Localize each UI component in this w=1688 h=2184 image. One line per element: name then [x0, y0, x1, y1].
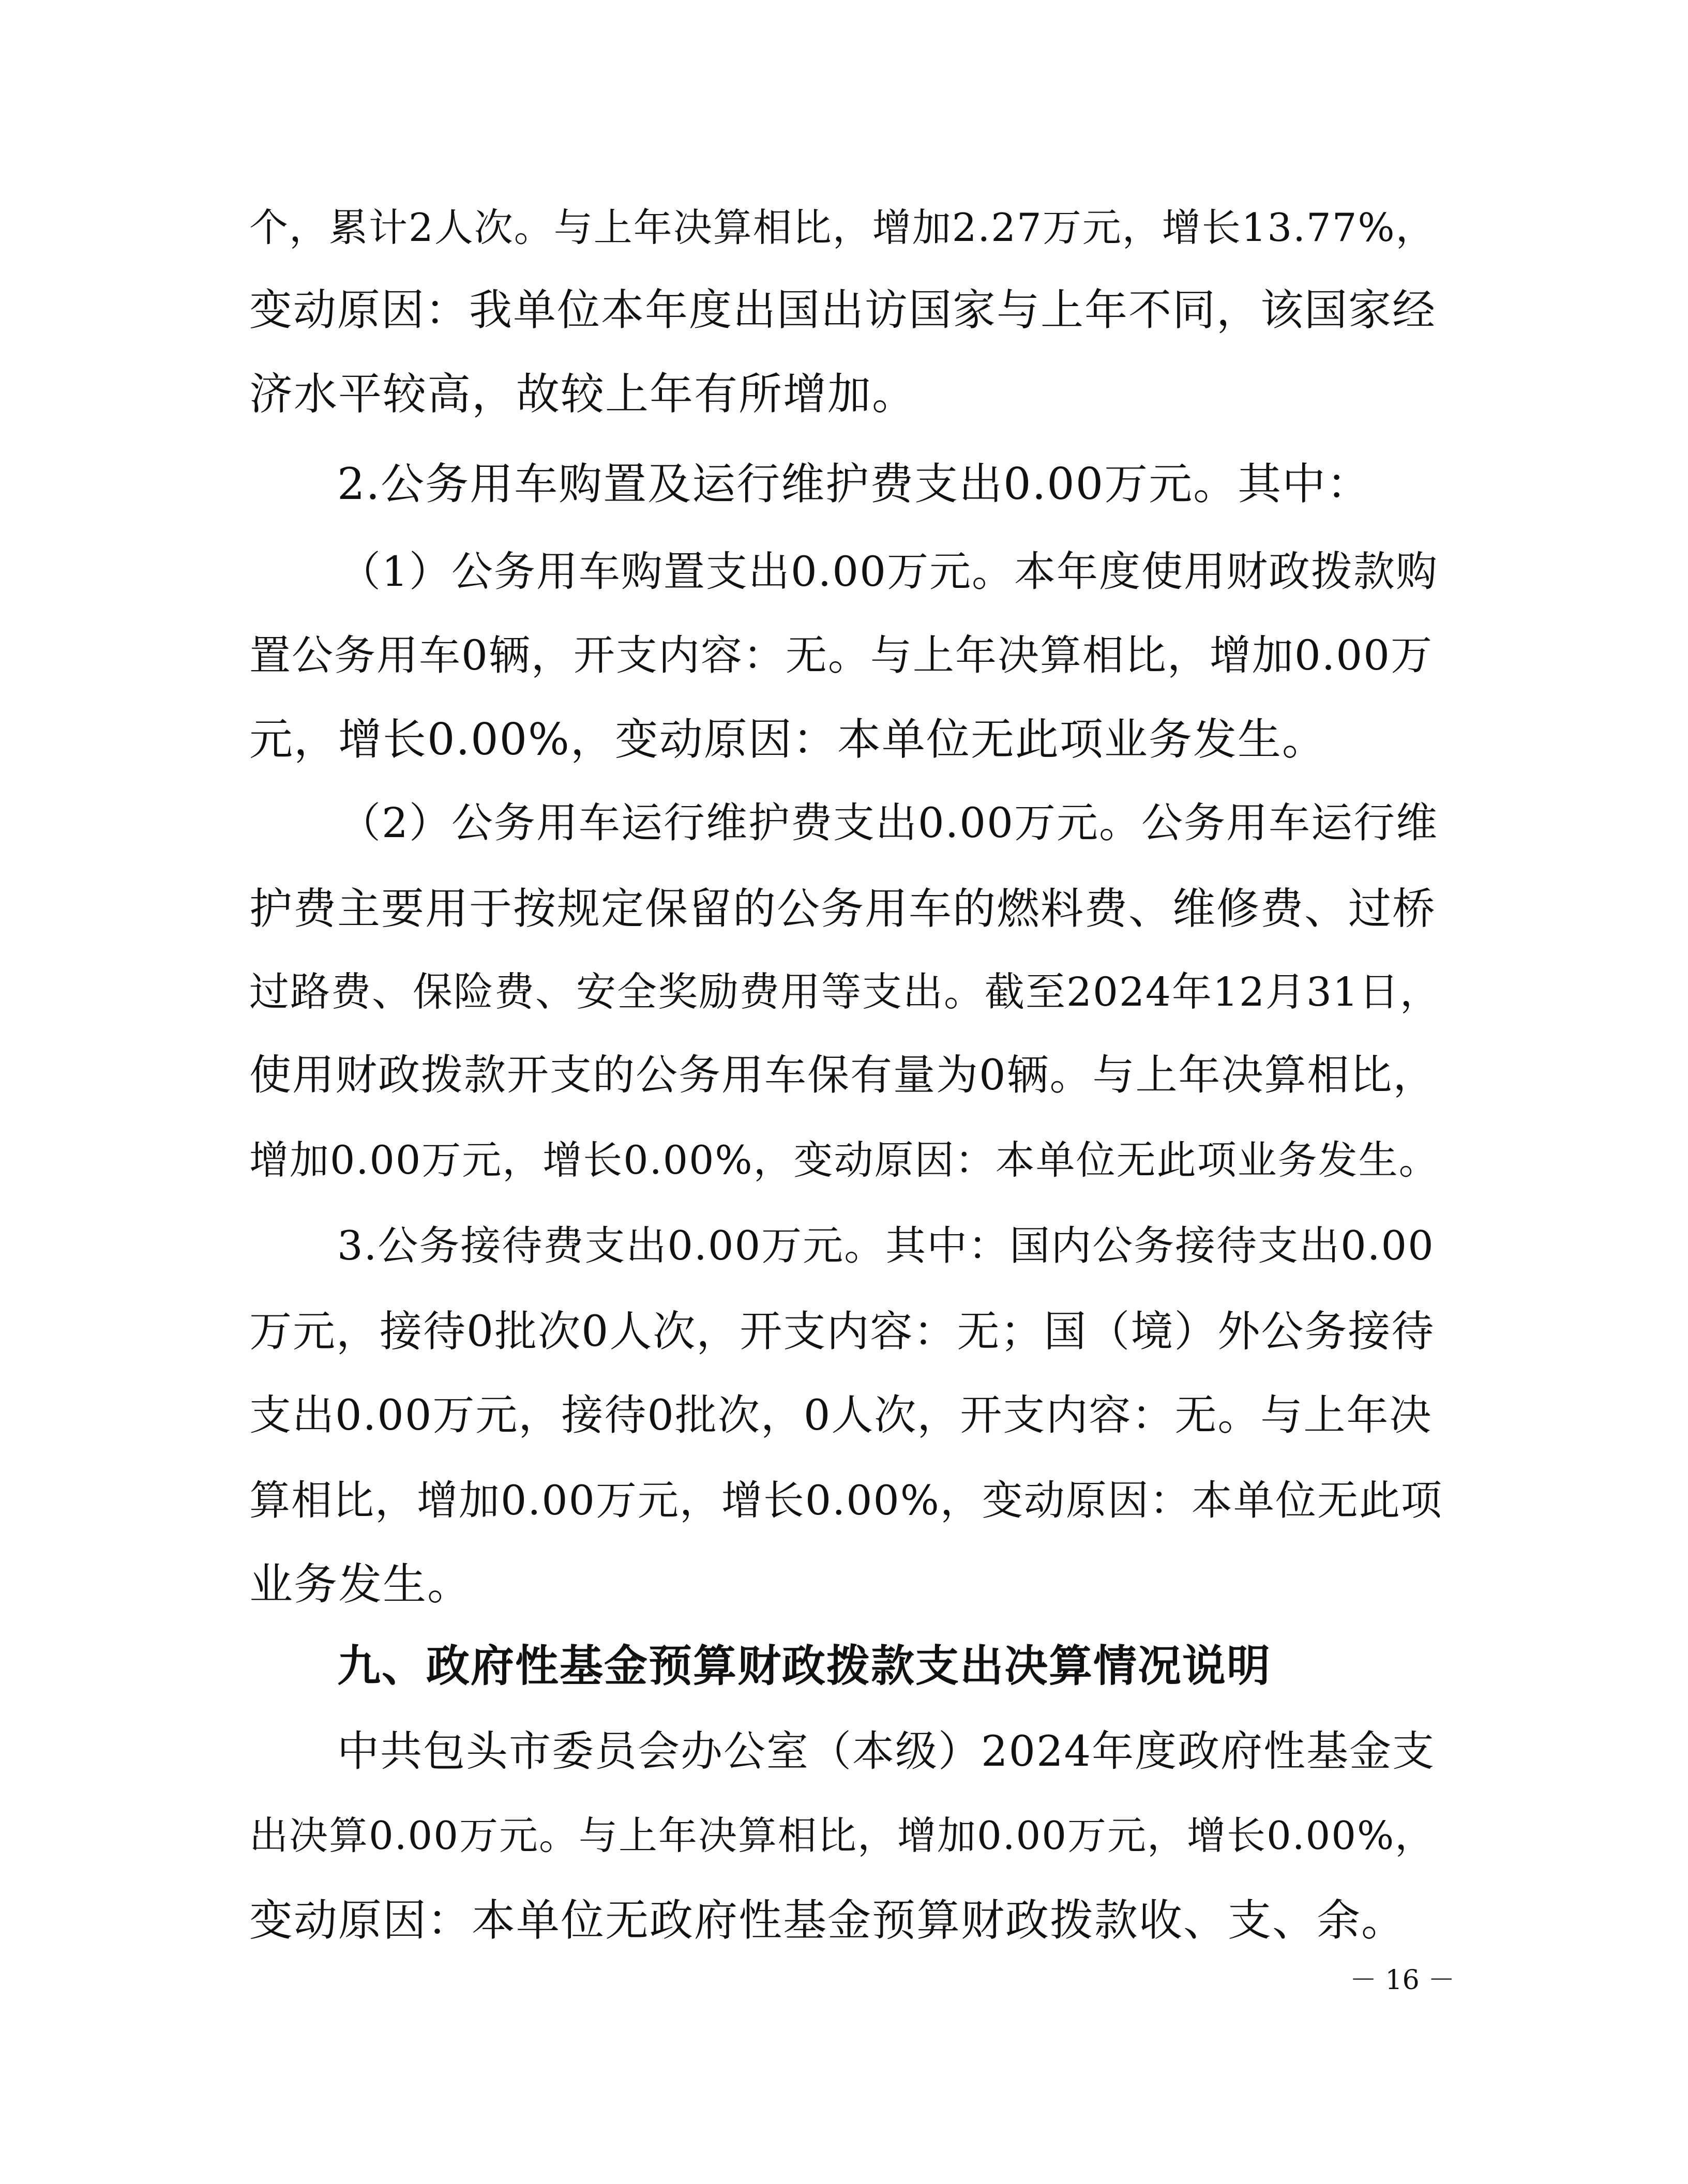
text-line: 2.公务用车购置及运行维护费支出0.00万元。其中： [337, 459, 1372, 509]
text-line: 个，累计2人次。与上年决算相比，增加2.27万元，增长13.77%， [249, 205, 1436, 250]
text-line: 增加0.00万元，增长0.00%，变动原因：本单位无此项业务发生。 [249, 1137, 1439, 1183]
text-line: 3.公务接待费支出0.00万元。其中：国内公务接待支出0.00 [337, 1223, 1435, 1269]
text-line: （2）公务用车运行维护费支出0.00万元。公务用车运行维 [339, 799, 1439, 847]
text-line: 支出0.00万元，接待0批次，0人次，开支内容：无。与上年决 [249, 1391, 1433, 1440]
text-line: 出决算0.00万元。与上年决算相比，增加0.00万元，增长0.00%， [249, 1813, 1435, 1858]
text-line: 算相比，增加0.00万元，增长0.00%，变动原因：本单位无此项 [249, 1477, 1443, 1524]
text-line: 护费主要用于按规定保留的公务用车的燃料费、维修费、过桥 [249, 884, 1436, 934]
text-line: 变动原因：我单位本年度出国出访国家与上年不同，该国家经 [249, 285, 1436, 335]
text-line: 使用财政拨款开支的公务用车保有量为0辆。与上年决算相比， [249, 1051, 1436, 1100]
text-line: 过路费、保险费、安全奖励费用等支出。截至2024年12月31日， [249, 969, 1441, 1015]
text-line: （1）公务用车购置支出0.00万元。本年度使用财政拨款购 [339, 548, 1439, 596]
text-line: 置公务用车0辆，开支内容：无。与上年决算相比，增加0.00万 [249, 631, 1434, 679]
text-line: 济水平较高，故较上年有所增加。 [249, 369, 917, 419]
text-line: 业务发生。 [249, 1559, 472, 1610]
text-line: 中共包头市委员会办公室（本级）2024年度政府性基金支 [337, 1727, 1436, 1776]
text-line: 变动原因：本单位无政府性基金预算财政拨款收、支、余。 [249, 1895, 1406, 1946]
page-number: － 16 － [1350, 1965, 1455, 1996]
section-heading: 九、政府性基金预算财政拨款支出决算情况说明 [337, 1641, 1272, 1691]
text-line: 万元，接待0批次0人次，开支内容：无；国（境）外公务接待 [249, 1307, 1435, 1356]
text-line: 元，增长0.00%，变动原因：本单位无此项业务发生。 [249, 714, 1327, 765]
